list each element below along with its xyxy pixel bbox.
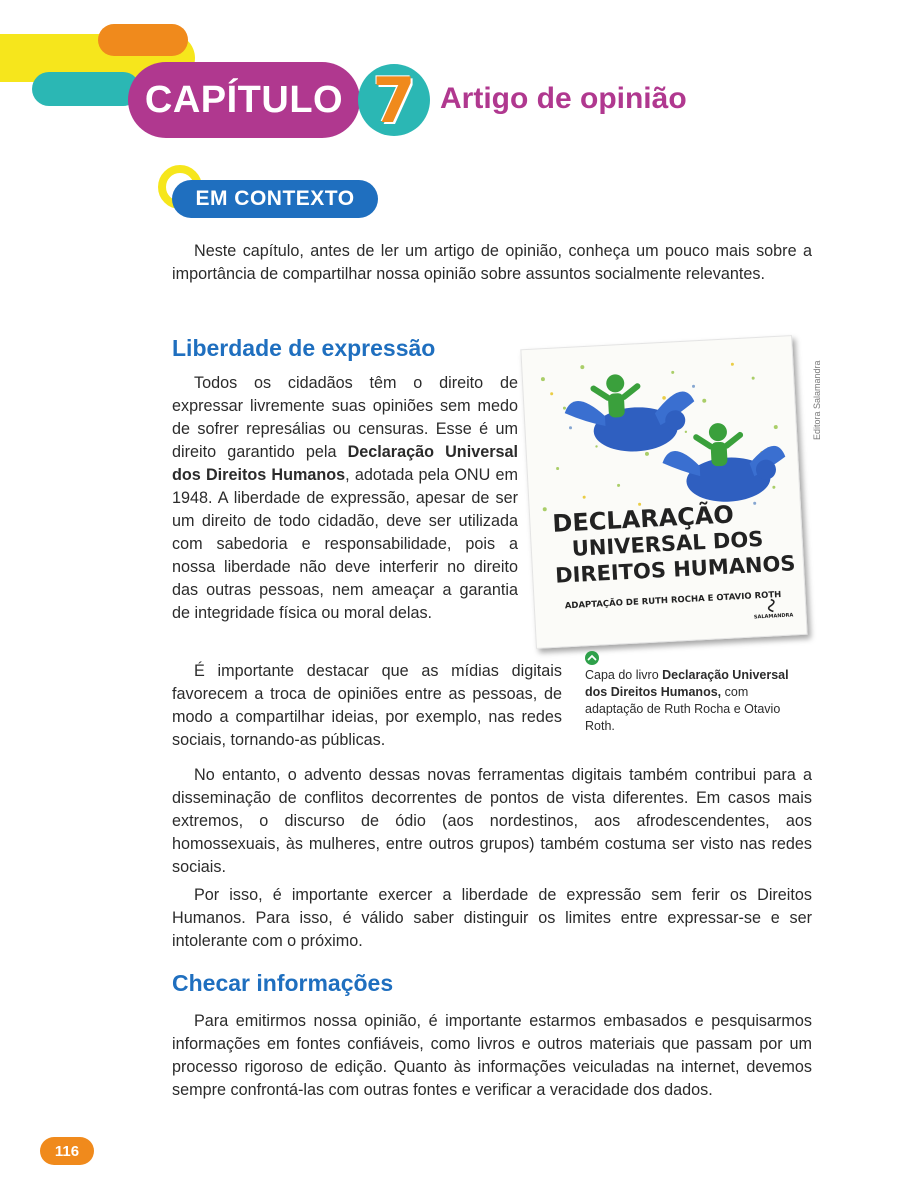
- heading-liberdade-expressao: Liberdade de expressão: [172, 335, 436, 361]
- paragraph-liberdade-1: [172, 372, 518, 625]
- book-cover-illustration: [521, 336, 806, 648]
- image-caption: [585, 667, 795, 735]
- bold-declaracao: Declaração Universal dos Direitos Humanos: [172, 443, 518, 484]
- book-cover-image: [520, 335, 807, 649]
- chapter-title: Artigo de opinião: [440, 82, 687, 115]
- header-teal-pill: [32, 72, 140, 106]
- text-span: , adotada pela ONU em 1948. A liberdade de expressão, apesar de ser um direito de todo cidadão, deve ser utilizada com sabedoria e responsabilidade, pois a nossa liberdade não deve interferir no direito das outras pessoas, nem ameaçar a garantia de integridade física ou moral delas.: [172, 466, 518, 622]
- header-orange-pill: [98, 24, 188, 56]
- book-title-line2: UNIVERSAL DOS: [571, 526, 764, 561]
- book-subtitle: ADAPTAÇÃO DE RUTH ROCHA E OTAVIO ROTH: [564, 590, 782, 612]
- book-title-line1: DECLARAÇÃO: [551, 500, 735, 538]
- book-title-line3: DIREITOS HUMANOS: [554, 551, 797, 588]
- book-publisher: SALAMANDRA: [753, 612, 794, 621]
- paragraph-liberdade-4: [172, 884, 812, 953]
- chapter-label: CAPÍTULO: [144, 78, 344, 121]
- image-credit: Editora Salamandra: [812, 360, 822, 440]
- page-number-badge: [40, 1137, 94, 1165]
- page-number: 116: [54, 1142, 80, 1160]
- text-p2: É importante destacar que as mídias digitais favorecem a troca de opiniões entre as pessoas, de modo a compartilhar ideias, por exemplo, nas redes sociais, tornando-as públicas.: [172, 662, 562, 749]
- text-p4: Por isso, é importante exercer a liberdade de expressão sem ferir os Direitos Humanos. Para isso, é válido saber distinguir os limites entre expressar-se e ser intolerante com o próximo.: [172, 886, 812, 950]
- section-badge: [172, 180, 378, 218]
- intro-text: Neste capítulo, antes de ler um artigo de opinião, conheça um pouco mais sobre a importância de compartilhar nossa opinião sobre assuntos socialmente relevantes.: [172, 242, 812, 283]
- paragraph-liberdade-3: [172, 764, 812, 879]
- section-badge-label: EM CONTEXTO: [195, 187, 355, 210]
- paragraph-checar-1: [172, 1010, 812, 1102]
- caption-suffix: com adaptação de Ruth Rocha e Otavio Roth.: [585, 685, 781, 733]
- intro-paragraph: [172, 240, 812, 286]
- caption-prefix: Capa do livro: [585, 668, 663, 682]
- caption-bold: Declaração Universal dos Direitos Humanos,: [585, 668, 789, 699]
- chapter-number-badge: [358, 64, 430, 136]
- caption-chevron-up-icon: [585, 651, 599, 665]
- paragraph-liberdade-2: [172, 660, 562, 752]
- text-p3: No entanto, o advento dessas novas ferramentas digitais também contribui para a disseminação de conflitos decorrentes de pontos de vista diferentes. Em casos mais extremos, o discurso de ódio (aos nordestinos, aos afrodescendentes, aos homossexuais, às mulheres, entre outros grupos) também costuma ser visto nas redes sociais.: [172, 766, 812, 876]
- chapter-label-badge: [128, 62, 360, 138]
- chapter-number: 7: [372, 63, 416, 137]
- text-span: Todos os cidadãos têm o direito de expressar livremente suas opiniões sem medo de sofrer represálias ou censuras. Esse é um direito garantido pela: [172, 374, 518, 461]
- text-checar-p1: Para emitirmos nossa opinião, é importante estarmos embasados e pesquisarmos informações em fontes confiáveis, como livros e outros materiais que passam por um processo rigoroso de edição. Quanto às informações veiculadas na internet, devemos sempre confrontá-las com outras fontes e verificar a veracidade dos dados.: [172, 1012, 812, 1099]
- heading-checar-informacoes: Checar informações: [172, 970, 394, 996]
- publisher-logo-icon: [768, 599, 774, 611]
